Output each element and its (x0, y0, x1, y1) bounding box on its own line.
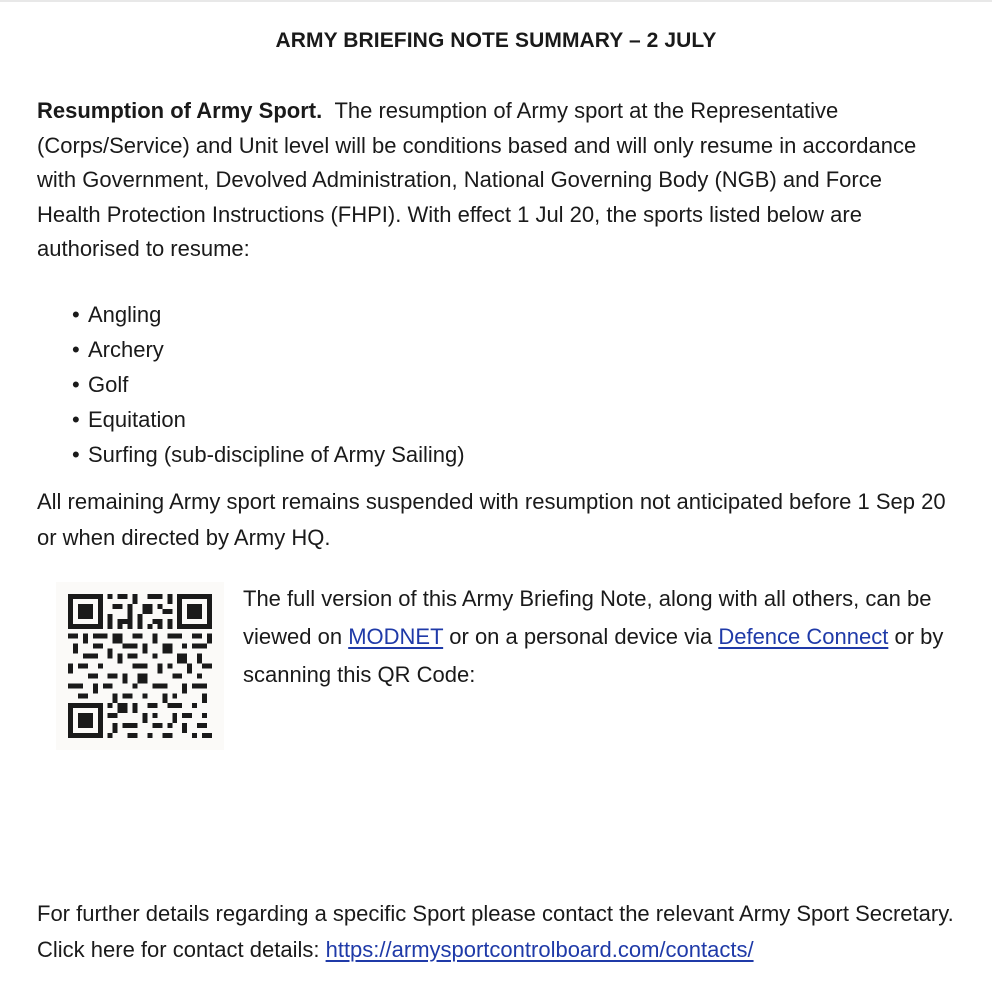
defence-connect-link[interactable]: Defence Connect (718, 624, 889, 649)
intro-heading: Resumption of Army Sport. (37, 98, 323, 123)
contacts-link[interactable]: https://armysportcontrolboard.com/contacts/ (325, 937, 754, 962)
sports-list (72, 297, 465, 472)
further-details-paragraph (37, 896, 967, 968)
qr-code-icon (68, 594, 212, 738)
modnet-link[interactable]: MODNET (348, 624, 444, 649)
list-item: • Surfing (sub-discipline of Army Sailing) (72, 437, 465, 472)
list-item: • Archery (72, 332, 465, 367)
intro-text: The resumption of Army sport at the Representative (Corps/Service) and Unit level will be conditions based and will only resume in accordance with Government, Devolved Administration, National Governing Body (NGB) and Force Health Protection Instructions (FHPI). With effect 1 Jul 20, the sports listed below are authorised to resume: (37, 98, 917, 261)
full-version-text-3: or by scanning this QR Code: (243, 624, 944, 687)
full-version-text-1: The full version of this Army Briefing Note, along with all others, can be viewed on (243, 586, 932, 649)
top-divider (0, 0, 992, 2)
full-version-text-2: or on a personal device via (449, 624, 713, 649)
further-details-text: For further details regarding a specific Sport please contact the relevant Army Sport Secretary. Click here for contact details: (37, 901, 954, 962)
list-item: • Angling (72, 297, 465, 332)
page-title: ARMY BRIEFING NOTE SUMMARY – 2 JULY (275, 29, 717, 52)
list-item: • Golf (72, 367, 465, 402)
full-version-paragraph (243, 580, 963, 694)
qr-code[interactable] (56, 582, 224, 750)
list-item: • Equitation (72, 402, 465, 437)
remaining-paragraph: All remaining Army sport remains suspended with resumption not anticipated before 1 Sep 20 or when directed by Army HQ. (37, 489, 946, 550)
intro-paragraph (37, 94, 937, 267)
